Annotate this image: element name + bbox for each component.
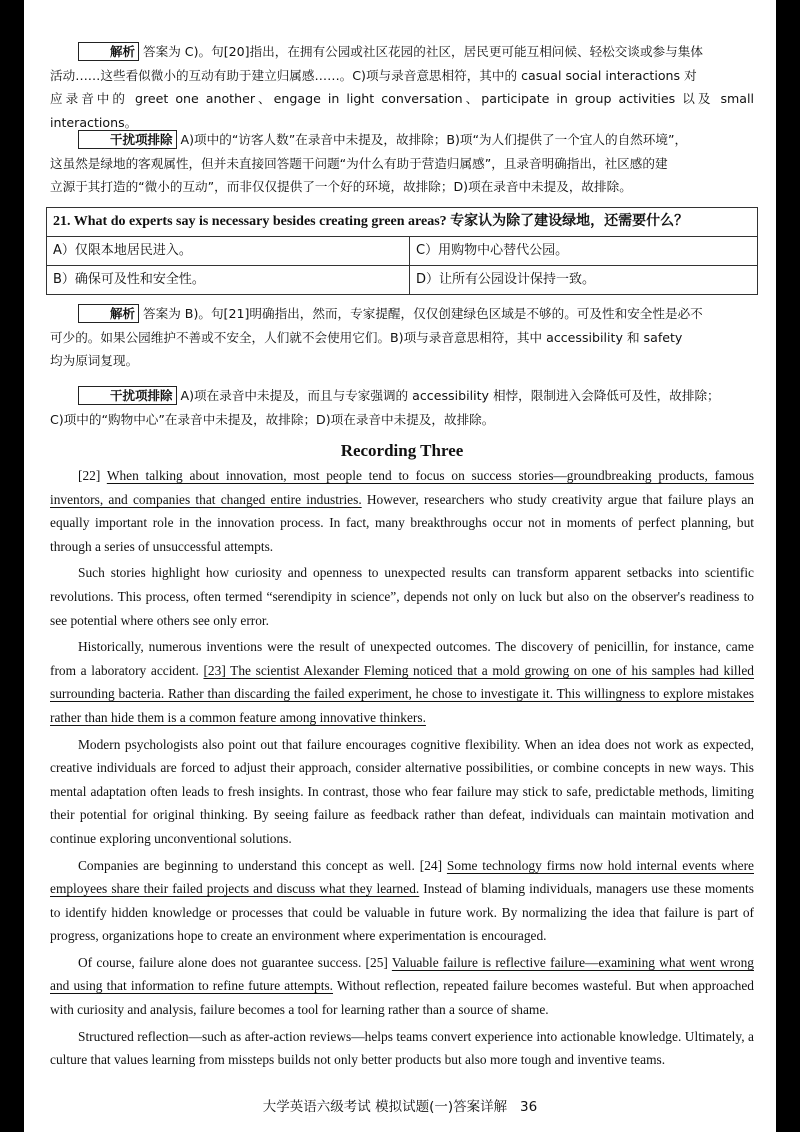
paragraph-24	[50, 854, 754, 948]
option-d: D）让所有公园设计保持一致。	[410, 266, 758, 295]
sentence-marker: [25]	[365, 954, 388, 970]
paragraph-text: Such stories highlight how curiosity and openness to unexpected results can transform apparent setbacks into scientific revolutions. This process, often termed “serendipity in science”, depends not only on luck but also on the observer's readiness to see potential where others see only error.	[50, 565, 754, 628]
analysis-text: 答案为 B)。句[21]明确指出，然而，专家提醒，仅仅创建绿色区域是不够的。可及性和安全性是必不	[143, 306, 703, 321]
analysis-q21	[50, 302, 754, 373]
key-sentence: When talking about innovation, most people tend to focus on success stories—groundbreaking products, famous inventors, and companies that changed entire industries.	[50, 468, 754, 507]
distractor-tag: 干扰项排除	[78, 130, 177, 149]
key-sentence: Valuable failure is reflective failure—examining what went wrong and using that information to refine future attempts.	[50, 954, 754, 994]
paragraph-text: Without reflection, repeated failure becomes wasteful. But when approached with curiosity and analysis, failure becomes a tool for learning rather than a source of shame.	[50, 978, 754, 1018]
analysis-tag: 解析	[78, 304, 139, 323]
paragraph-23	[50, 635, 754, 729]
analysis-text: 活动……这些看似微小的互动有助于建立归属感……。C)项与录音意思相符，其中的 casual social interactions 对	[50, 67, 697, 83]
paragraph-22	[50, 464, 754, 558]
option-a: A）仅限本地居民进入。	[47, 237, 410, 266]
paragraph-text: Companies are beginning to understand this concept as well.	[78, 857, 420, 873]
option-b: B）确保可及性和安全性。	[47, 266, 410, 295]
distractor-text: A)项中的“访客人数”在录音中未提及，故排除；B)项“为人们提供了一个宜人的自然环境”，	[180, 132, 688, 147]
analysis-text: 可少的。如果公园维护不善或不安全，人们就不会使用它们。B)项与录音意思相符，其中 accessibility 和 safety	[50, 329, 683, 345]
distractor-q21	[50, 384, 754, 431]
paragraph-text: Instead of blaming individuals, managers use these moments to identify hidden knowledge or processes that could be valuable in future work. By normalizing the idea that failure is part of progress, organizations hope to create an environment where experimentation is encouraged.	[50, 881, 754, 944]
analysis-text: 答案为 C)。句[20]指出，在拥有公园或社区花园的社区，居民更可能互相问候、轻松交谈或参与集体	[143, 44, 703, 59]
document-page	[24, 0, 776, 1132]
option-c: C）用购物中心替代公园。	[410, 237, 758, 266]
paragraph-text: Of course, failure alone does not guarantee success.	[78, 954, 366, 970]
footer-title: 大学英语六级考试 模拟试题(一)答案详解	[262, 1099, 508, 1115]
analysis-text: 应录音中的 greet one another、engage in light conversation、participate in group activities 以及 small interactions。	[50, 91, 754, 130]
distractor-text: 这虽然是绿地的客观属性，但并未直接回答题干问题“为什么有助于营造归属感”，且录音明确指出，社区感的建	[50, 155, 668, 171]
distractor-text: A)项在录音中未提及，而且与专家强调的 accessibility 相悖，限制进入会降低可及性，故排除；	[180, 388, 720, 403]
section-heading: Recording Three	[340, 441, 464, 460]
paragraph-text: However, researchers who study creativity argue that failure plays an equally important role in the innovation process. In fact, many breakthroughs occur not in moments of perfect planning, but through a series of unsuccessful attempts.	[50, 491, 754, 554]
sentence-marker: [24]	[419, 857, 443, 873]
page-footer	[24, 1095, 776, 1115]
key-sentence: Some technology firms now hold internal events where employees share their failed projects and discuss what they learned.	[50, 857, 754, 897]
analysis-text: 均为原词复现。	[50, 353, 139, 369]
analysis-tag: 解析	[78, 42, 139, 61]
paragraph-text: Structured reflection—such as after-action reviews—helps teams convert experience into actionable knowledge. Ultimately, a culture that values learning from missteps builds not only better products but also more tough and inventive teams.	[50, 1028, 754, 1068]
paragraph-text: Modern psychologists also point out that failure encourages cognitive flexibility. When an idea does not work as expected, creative individuals are forced to adjust their approach, consider alternative possibilities, or combine concepts in new ways. This mental adaptation often leads to fresh insights. In contrast, those who fear failure may stick to safe, predictable methods, limiting their potential for original thinking. By seeing failure as feedback rather than defeat, individuals can maintain motivation and continue exploring unconventional solutions.	[50, 736, 754, 846]
question-21	[50, 207, 754, 295]
distractor-tag: 干扰项排除	[78, 386, 177, 405]
key-sentence-text: The scientist Alexander Fleming noticed that a mold growing on one of his samples had killed surrounding bacteria. Rather than discarding the failed experiment, he chose to investigate it. This willingness to explore mistakes rather than hide them is a common feature among innovative thinkers.	[50, 662, 755, 725]
distractor-text: 立源于其打造的“微小的互动”，而非仅仅提供了一个好的环境，故排除；D)项在录音中未提及，故排除。	[50, 179, 632, 195]
distractor-text: C)项中的“购物中心”在录音中未提及，故排除；D)项在录音中未提及，故排除。	[50, 411, 495, 427]
question-header: 21. What do experts say is necessary besides creating green areas? 专家认为除了建设绿地，还需要什么？	[47, 208, 758, 237]
sentence-marker: [22]	[78, 468, 101, 483]
analysis-q20	[50, 40, 754, 134]
page-number: 36	[520, 1099, 538, 1115]
recording-three	[50, 436, 754, 1072]
distractor-q20	[50, 128, 754, 199]
question-table	[46, 207, 758, 295]
sentence-marker: [23]	[203, 662, 226, 678]
paragraph-text: Historically, numerous inventions were the result of unexpected outcomes. The discovery of penicillin, for instance, came from a laboratory accident.	[50, 639, 754, 678]
paragraph-25	[50, 951, 754, 1022]
